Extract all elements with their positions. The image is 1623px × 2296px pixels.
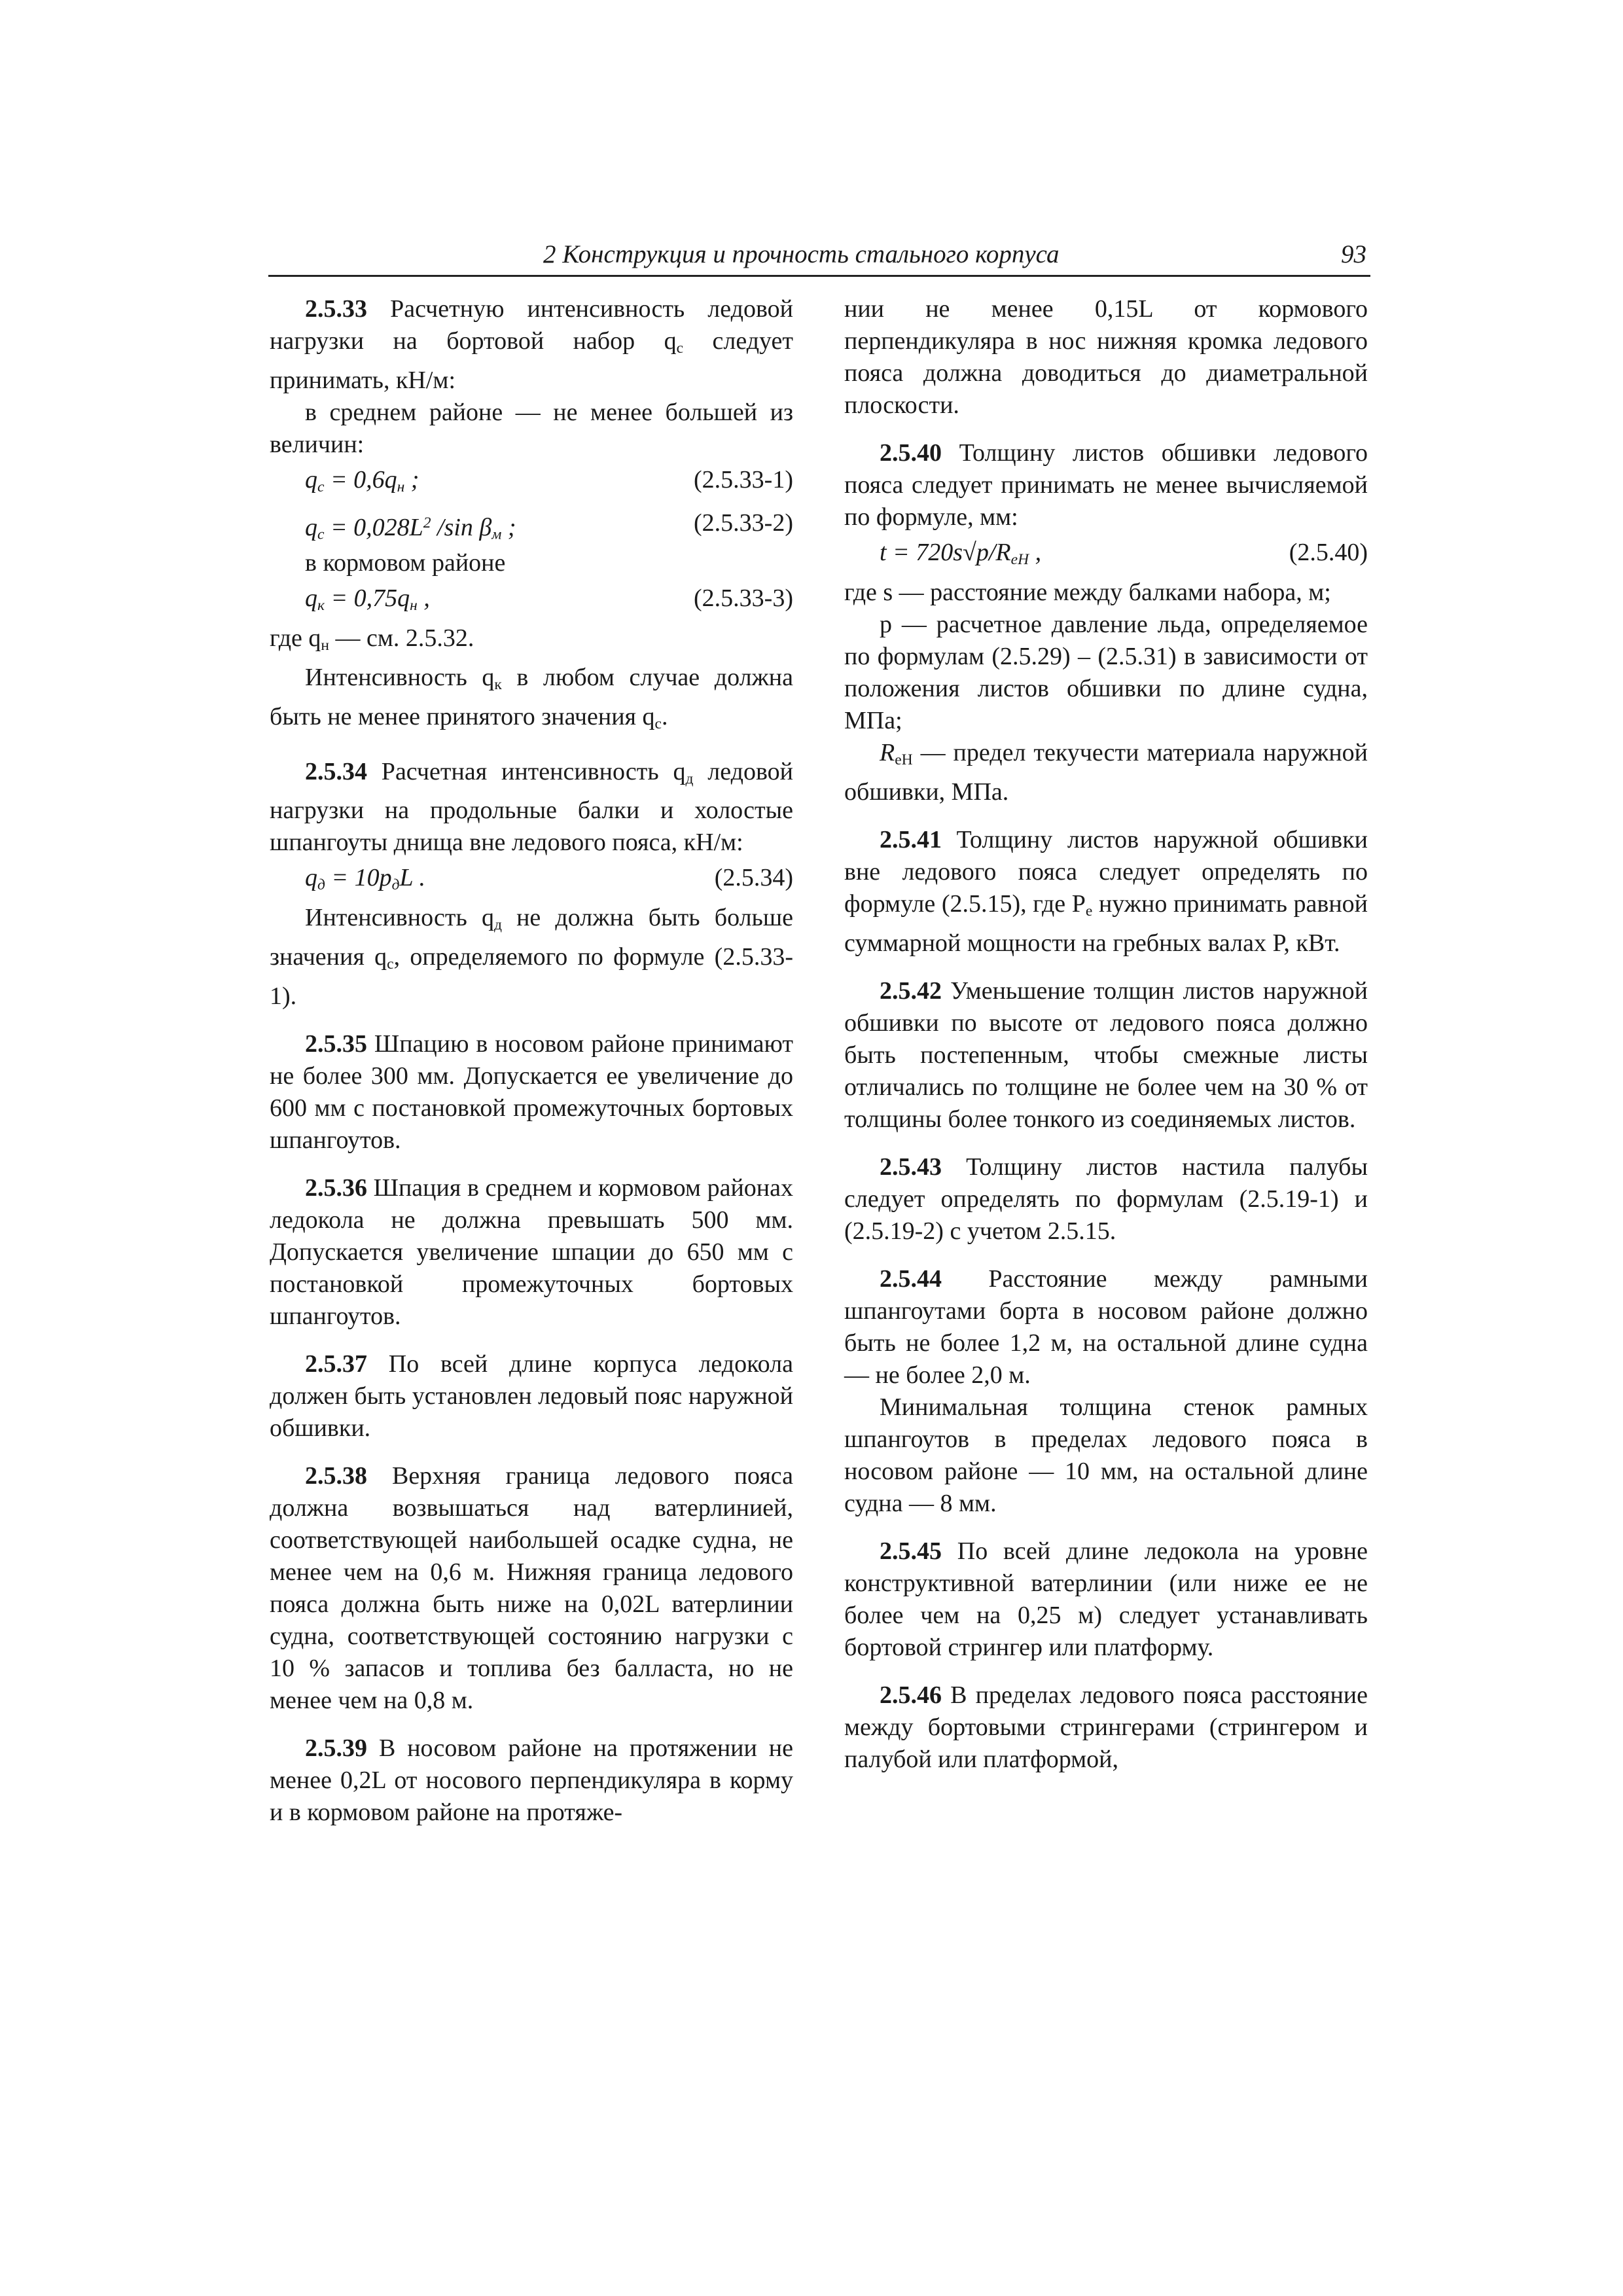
para-where-qn <box>270 622 793 662</box>
subscript: eH <box>895 751 913 768</box>
formula-text: = 0,028L <box>324 513 423 541</box>
subscript: с <box>654 715 662 732</box>
equation-number: (2.5.40) <box>1289 539 1368 566</box>
section-number: 2.5.46 <box>880 1681 942 1709</box>
subscript: с <box>317 478 325 495</box>
para-text: Шпацию в носовом районе принимают не более 300 мм. Допускается ее увеличение до 600 мм с постановкой промежуточных бортовых шпангоутов. <box>270 1030 793 1155</box>
formula-2-5-33-3 <box>270 579 793 622</box>
section-number: 2.5.35 <box>305 1030 367 1058</box>
formula-2-5-33-2 <box>270 504 793 547</box>
section-number: 2.5.42 <box>880 977 942 1005</box>
formula-2-5-34 <box>270 859 793 902</box>
para-aft-region: в кормовом районе <box>305 548 506 577</box>
section-number: 2.5.41 <box>880 825 942 853</box>
para-text: не должна быть больше значения q <box>270 904 793 971</box>
para-text: где q <box>270 624 321 652</box>
para-2-5-36 <box>270 1172 793 1333</box>
para-2-5-33 <box>270 293 793 397</box>
section-number: 2.5.33 <box>305 295 367 323</box>
equation-number: (2.5.33-3) <box>694 584 793 612</box>
para-intensity <box>270 662 793 740</box>
para-text: — см. 2.5.32. <box>329 624 474 652</box>
section-number: 2.5.45 <box>880 1537 942 1565</box>
para-text: Верхняя граница ледового пояса должна возвышаться над ватерлинией, соответствующей наибольшей осадке судна, не менее чем на 0,6 м. Нижняя граница ледового пояса должна быть ниже на 0,02L ватерлинии судна, соответствующей состоянию нагрузки с 10 % запасов и топлива без балласта, но не менее чем на 0,8 м. <box>270 1462 793 1715</box>
section-number: 2.5.40 <box>880 439 942 467</box>
section-number: 2.5.43 <box>880 1153 942 1181</box>
para-text: R <box>880 739 895 766</box>
subscript: д <box>685 770 694 787</box>
para-text: Интенсивность q <box>305 904 494 932</box>
formula-text: q <box>305 465 317 493</box>
para-2-5-39-cont: нии не менее 0,15L от кормового перпендикуляра в нос нижняя кромка ледового пояса должна доводиться до диаметральной плоскости. <box>844 295 1368 419</box>
formula-text: L . <box>399 864 425 892</box>
subscript: eH <box>1010 550 1029 568</box>
page-number: 93 <box>1341 240 1366 268</box>
formula-text: q <box>305 513 317 541</box>
para-text: Уменьшение толщин листов наружной обшивки по высоте от ледового пояса должно быть постепенным, чтобы смежные листы отличались по толщине не более чем на 30 % от толщины более тонкого из соединяемых листов. <box>844 977 1368 1133</box>
equation-number: (2.5.33-1) <box>694 465 793 493</box>
para-text: , определяемого по формуле (2.5.33-1). <box>270 943 793 1011</box>
para-2-5-34-note <box>270 902 793 1013</box>
formula-text: q <box>305 584 317 612</box>
para-2-5-35 <box>270 1028 793 1157</box>
section-number: 2.5.44 <box>880 1265 942 1293</box>
para-text: — предел текучести материала наружной обшивки, МПа. <box>844 739 1368 806</box>
subscript: с <box>676 339 684 357</box>
left-column <box>270 293 793 1829</box>
right-column <box>844 293 1368 1776</box>
para-2-5-41 <box>844 824 1368 960</box>
running-title: 2 Конструкция и прочность стального корпуса <box>543 240 1060 268</box>
section-number: 2.5.36 <box>305 1174 367 1202</box>
para-text: . <box>662 702 668 730</box>
subscript: м <box>491 526 502 543</box>
para-text: По всей длине ледокола на уровне конструктивной ватерлинии (или ниже ее не более чем на 0,25 м) следует устанавливать бортовой стрингер или платформу. <box>844 1537 1368 1661</box>
superscript: 2 <box>423 514 431 531</box>
subscript: д <box>317 876 325 894</box>
subscript: д <box>493 916 502 934</box>
section-number: 2.5.39 <box>305 1734 367 1763</box>
subscript: с <box>387 956 394 973</box>
subscript: н <box>397 478 405 495</box>
formula-text: = 0,75q <box>325 584 410 612</box>
para-text: В носовом районе на протяжении не менее 0,2L от носового перпендикуляра в корму и в кормовом районе на протяже- <box>270 1734 793 1827</box>
para-text: Толщину листов наружной обшивки вне ледового пояса следует определять по формуле (2.5.15), где P <box>844 825 1368 918</box>
para-text: Расстояние между рамными шпангоутами борта в носовом районе должно быть не более 1,2 м, на остальной длине судна — не более 2,0 м. <box>844 1265 1368 1389</box>
formula-text: = 0,6q <box>324 465 397 493</box>
para-text: Расчетную интенсивность ледовой нагрузки на бортовой набор q <box>270 295 793 355</box>
formula-text: /sin β <box>431 513 492 541</box>
para-text: Шпация в среднем и кормовом районах ледокола не должна превышать 500 мм. Допускается увеличение шпации до 650 мм с постановкой промежуточных бортовых шпангоутов. <box>270 1174 793 1331</box>
subscript: с <box>317 526 325 543</box>
subscript: к <box>494 675 502 693</box>
equation-number: (2.5.33-2) <box>694 509 793 537</box>
para-text: В пределах ледового пояса расстояние между бортовыми стрингерами (стрингером и палубой или платформой, <box>844 1681 1368 1773</box>
formula-text: = 10p <box>325 864 392 892</box>
para-2-5-34 <box>270 756 793 859</box>
formula-2-5-40 <box>844 533 1368 577</box>
formula-text: q <box>305 864 317 892</box>
para-2-5-39 <box>270 1732 793 1829</box>
para-2-5-37 <box>270 1348 793 1444</box>
section-number: 2.5.38 <box>305 1462 367 1490</box>
formula-2-5-33-1 <box>270 461 793 504</box>
para-2-5-43 <box>844 1151 1368 1247</box>
para-2-5-46 <box>844 1679 1368 1776</box>
equation-number: (2.5.34) <box>714 864 793 892</box>
para-2-5-44 <box>844 1263 1368 1391</box>
para-text: нужно принимать равной суммарной мощности на гребных валах P, кВт. <box>844 889 1368 957</box>
section-number: 2.5.34 <box>305 757 367 785</box>
para-text: По всей длине корпуса ледокола должен быть установлен ледовый пояс наружной обшивки. <box>270 1350 793 1443</box>
running-header <box>268 237 1370 277</box>
para-2-5-40 <box>844 437 1368 533</box>
para-where-s: где s — расстояние между балками набора, м; <box>844 579 1331 606</box>
para-2-5-38 <box>270 1460 793 1717</box>
para-text: Толщину листов обшивки ледового пояса следует принимать не менее вычисляемой по формуле, мм: <box>844 439 1368 531</box>
para-text: Интенсивность q <box>305 663 495 691</box>
formula-text: ; <box>404 465 419 493</box>
formula-text: ; <box>501 513 516 541</box>
formula-text: t = 720s√p/R <box>880 539 1011 566</box>
subscript: н <box>410 596 418 614</box>
section-number: 2.5.37 <box>305 1350 367 1378</box>
para-2-5-44-min: Минимальная толщина стенок рамных шпангоутов в пределах ледового пояса в носовом районе — 10 мм, на остальной длине судна — 8 мм. <box>844 1393 1368 1517</box>
subscript: к <box>317 596 325 614</box>
subscript: e <box>1085 902 1093 920</box>
para-2-5-42 <box>844 975 1368 1136</box>
subscript: н <box>321 636 330 654</box>
para-text: ледовой нагрузки на продольные балки и холостые шпангоуты днища вне ледового пояса, кН/м: <box>270 757 793 857</box>
para-where-p: p — расчетное давление льда, определяемое по формулам (2.5.29) – (2.5.31) в зависимости от положения листов обшивки по длине судна, МПа; <box>844 611 1368 734</box>
para-text: следует принимать, кН/м: <box>270 327 793 394</box>
para-text: Толщину листов настила палубы следует определять по формулам (2.5.19-1) и (2.5.19-2) с учетом 2.5.15. <box>844 1153 1368 1245</box>
para-text: Расчетная интенсивность q <box>367 757 686 785</box>
formula-text: , <box>417 584 430 612</box>
para-2-5-45 <box>844 1535 1368 1664</box>
para-text: в любом случае должна быть не менее принятого значения q <box>270 663 793 730</box>
subscript: д <box>391 876 400 894</box>
para-where-R <box>844 737 1368 808</box>
para-mid-region: в среднем районе — не менее большей из величин: <box>270 398 793 458</box>
formula-text: , <box>1029 539 1042 566</box>
